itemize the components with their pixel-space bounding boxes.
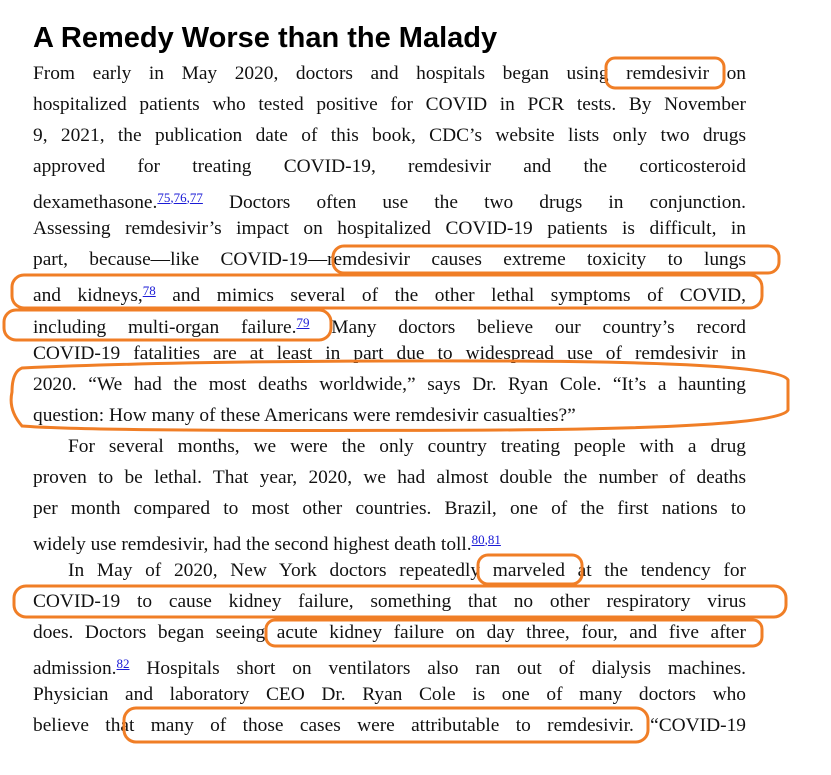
text-line [33,372,746,398]
page-title: A Remedy Worse than the Malady [33,22,498,54]
footnote-link[interactable]: 82 [116,656,130,671]
line-text: admission. [33,658,117,679]
line-text: believe that many of those cases were attributable to remdesivir. “COVID-19 [33,715,746,736]
line-text: including multi-organ failure. [33,317,297,338]
line-text: widely use remdesivir, had the second highest death toll. [33,534,472,555]
text-line [33,278,746,304]
text-line [33,682,746,708]
footnote-link[interactable]: 78 [142,283,156,298]
line-text: Assessing remdesivir’s impact on hospitalized COVID-19 patients is difficult, in [33,218,746,239]
text-line [33,154,746,180]
line-text: part, because—like COVID-19—remdesivir causes extreme toxicity to lungs [33,249,746,270]
footnote-link[interactable]: 81 [487,532,501,547]
line-text: question: How many of these Americans were remdesivir casualties?” [33,405,576,426]
line-text: approved for treating COVID-19, remdesivir and the corticosteroid [33,156,746,177]
line-text: For several months, we were the only country treating people with a drug [68,436,746,457]
line-text: From early in May 2020, doctors and hospitals began using remdesivir on [33,63,746,84]
text-line [33,713,746,739]
text-line [33,403,746,429]
footnote-link[interactable]: 80 [471,532,485,547]
line-text: dexamethasone. [33,192,158,213]
line-text: hospitalized patients who tested positive for COVID in PCR tests. By November [33,94,746,115]
line-text: and kidneys, [33,285,143,306]
line-text: does. Doctors began seeing acute kidney failure on day three, four, and five after [33,622,746,643]
line-text: per month compared to most other countries. Brazil, one of the first nations to [33,498,746,519]
line-text: Hospitals short on ventilators also ran out of dialysis machines. [129,658,746,679]
text-line [33,61,746,87]
line-text: 9, 2021, the publication date of this book, CDC’s website lists only two drugs [33,125,746,146]
line-text: In May of 2020, New York doctors repeatedly marveled at the tendency for [68,560,746,581]
text-line [33,310,746,336]
line-text: proven to be lethal. That year, 2020, we had almost double the number of deaths [33,467,746,488]
text-line [33,123,746,149]
line-text: COVID-19 fatalities are at least in part due to widespread use of remdesivir in [33,343,746,364]
text-line [33,620,746,646]
text-line [68,434,746,460]
text-line [33,92,746,118]
footnote-link[interactable]: 76 [173,190,187,205]
text-line [68,558,746,584]
text-line [33,589,746,615]
text-line: widely use remdesivir, had the second highest death toll.$^{80,81}$ [33,532,501,555]
text-line [33,465,746,491]
text-line [33,216,746,242]
line-text: Physician and laboratory CEO Dr. Ryan Cole is one of many doctors who [33,684,746,705]
footnote-link[interactable]: 75 [157,190,171,205]
footnote-link[interactable]: 77 [189,190,203,205]
line-text: COVID-19 to cause kidney failure, something that no other respiratory virus [33,591,746,612]
text-line [33,651,746,677]
text-line [33,247,746,273]
line-text: Doctors often use the two drugs in conjunction. [202,192,746,213]
line-text: 2020. “We had the most deaths worldwide,” says Dr. Ryan Cole. “It’s a haunting [33,374,746,395]
line-text: Many doctors believe our country’s record [309,317,746,338]
text-line [33,341,746,367]
line-text: and mimics several of the other lethal symptoms of COVID, [155,285,747,306]
footnote-link[interactable]: 79 [296,315,310,330]
text-line: dexamethasone.$^{75,76,77}$ Doctors often use the two drugs in conjunction. [33,190,746,213]
text-line [33,496,746,522]
